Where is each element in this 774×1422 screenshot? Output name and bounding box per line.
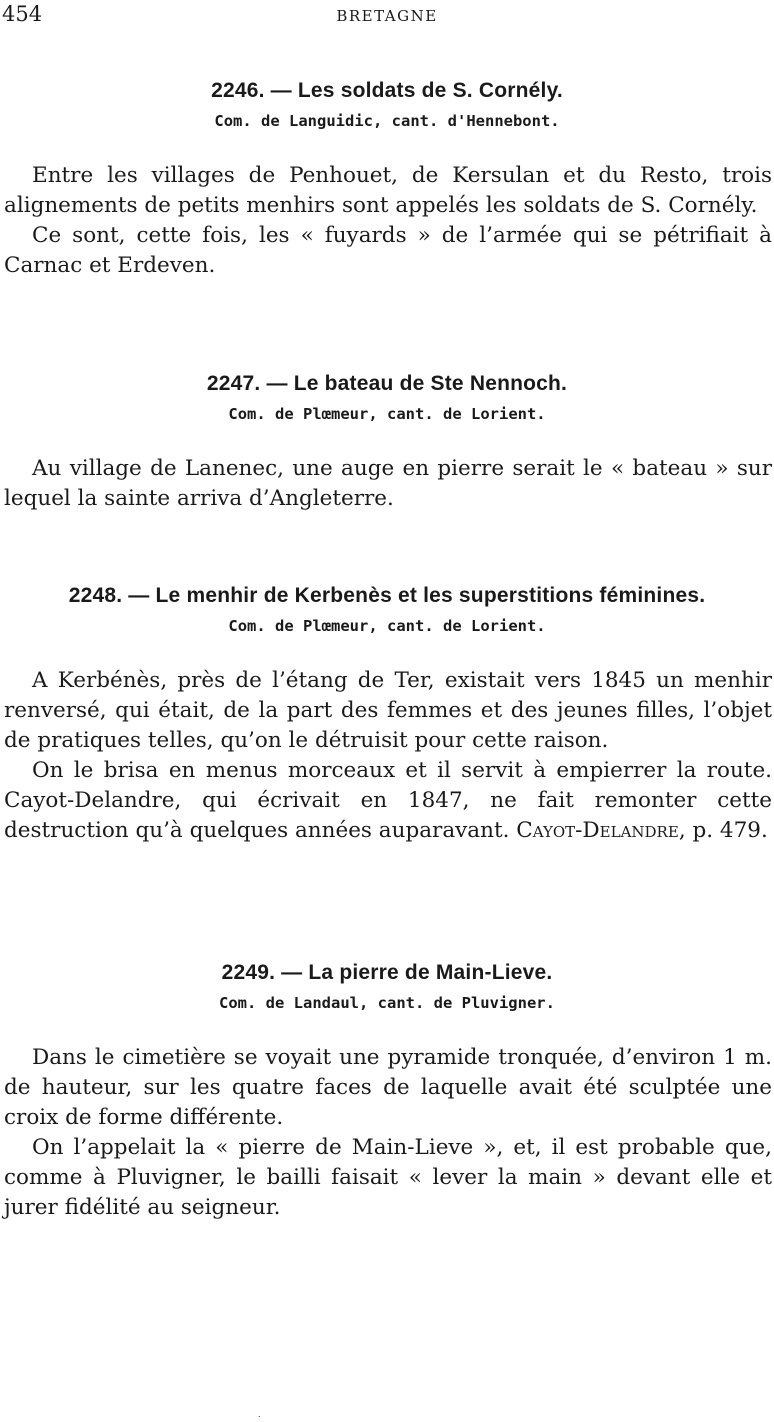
paragraph: Dans le cimetière se voyait une pyramide tronquée, d’environ 1 m. de hauteur, sur les quatre faces de laquelle avait été sculptée une croix de forme différente. [4,1045,772,1130]
paragraph: Au village de Lanenec, une auge en pierre serait le « bateau » sur lequel la sainte arriva d’Angleterre. [4,456,772,511]
page-header [0,2,774,28]
entry-2248 [0,583,774,846]
entry-location: Com. de Plœmeur, cant. de Lorient. [228,405,546,423]
entry-location: Com. de Landaul, cant. de Pluvigner. [219,994,555,1012]
entry-body [0,161,774,281]
paragraph: Ce sont, cette fois, les « fuyards » de l’armée qui se pétrifiait à Carnac et Erdeven. [4,223,772,278]
entry-title: 2249. — La pierre de Main-Lieve. [221,961,553,984]
entry-2249 [0,960,774,1223]
entry-location: Com. de Plœmeur, cant. de Lorient. [228,617,546,635]
citation-page: , p. 479. [678,818,768,843]
print-speck: . [258,1410,261,1419]
running-head: BRETAGNE [336,7,438,25]
page-number: 454 [2,2,43,26]
paragraph [0,756,774,846]
entry-body [0,1043,774,1223]
paragraph: A Kerbénès, près de l’étang de Ter, existait vers 1845 un menhir renversé, qui était, de la part des femmes et des jeunes filles, l’objet de pratiques telles, qu’on le détruisit pour cette raison. [4,668,772,753]
entry-2247 [0,371,774,514]
entry-title: 2246. — Les soldats de S. Cornély. [211,79,563,102]
entry-body [0,454,774,514]
citation-author: Cayot-Delandre [516,818,679,843]
paragraph: Entre les villages de Penhouet, de Kersulan et du Resto, trois alignements de petits menhirs sont appelés les soldats de S. Cornély. [4,163,772,218]
entry-body [0,666,774,846]
entry-2246 [0,78,774,281]
paragraph: On l’appelait la « pierre de Main-Lieve », et, il est probable que, comme à Pluvigner, le bailli faisait « lever la main » devant elle et jurer fidélité au seigneur. [4,1135,772,1220]
entry-title: 2247. — Le bateau de Ste Nennoch. [206,372,568,395]
paragraph-text: On le brisa en menus morceaux et il servit à empierrer la route. Cayot-Delandre, qui écrivait en 1847, ne fait remonter cette destruction qu’à quelques années auparavant. [4,758,772,843]
entry-location: Com. de Languidic, cant. d'Hennebont. [214,112,560,130]
entry-title: 2248. — Le menhir de Kerbenès et les superstitions féminines. [68,584,706,607]
